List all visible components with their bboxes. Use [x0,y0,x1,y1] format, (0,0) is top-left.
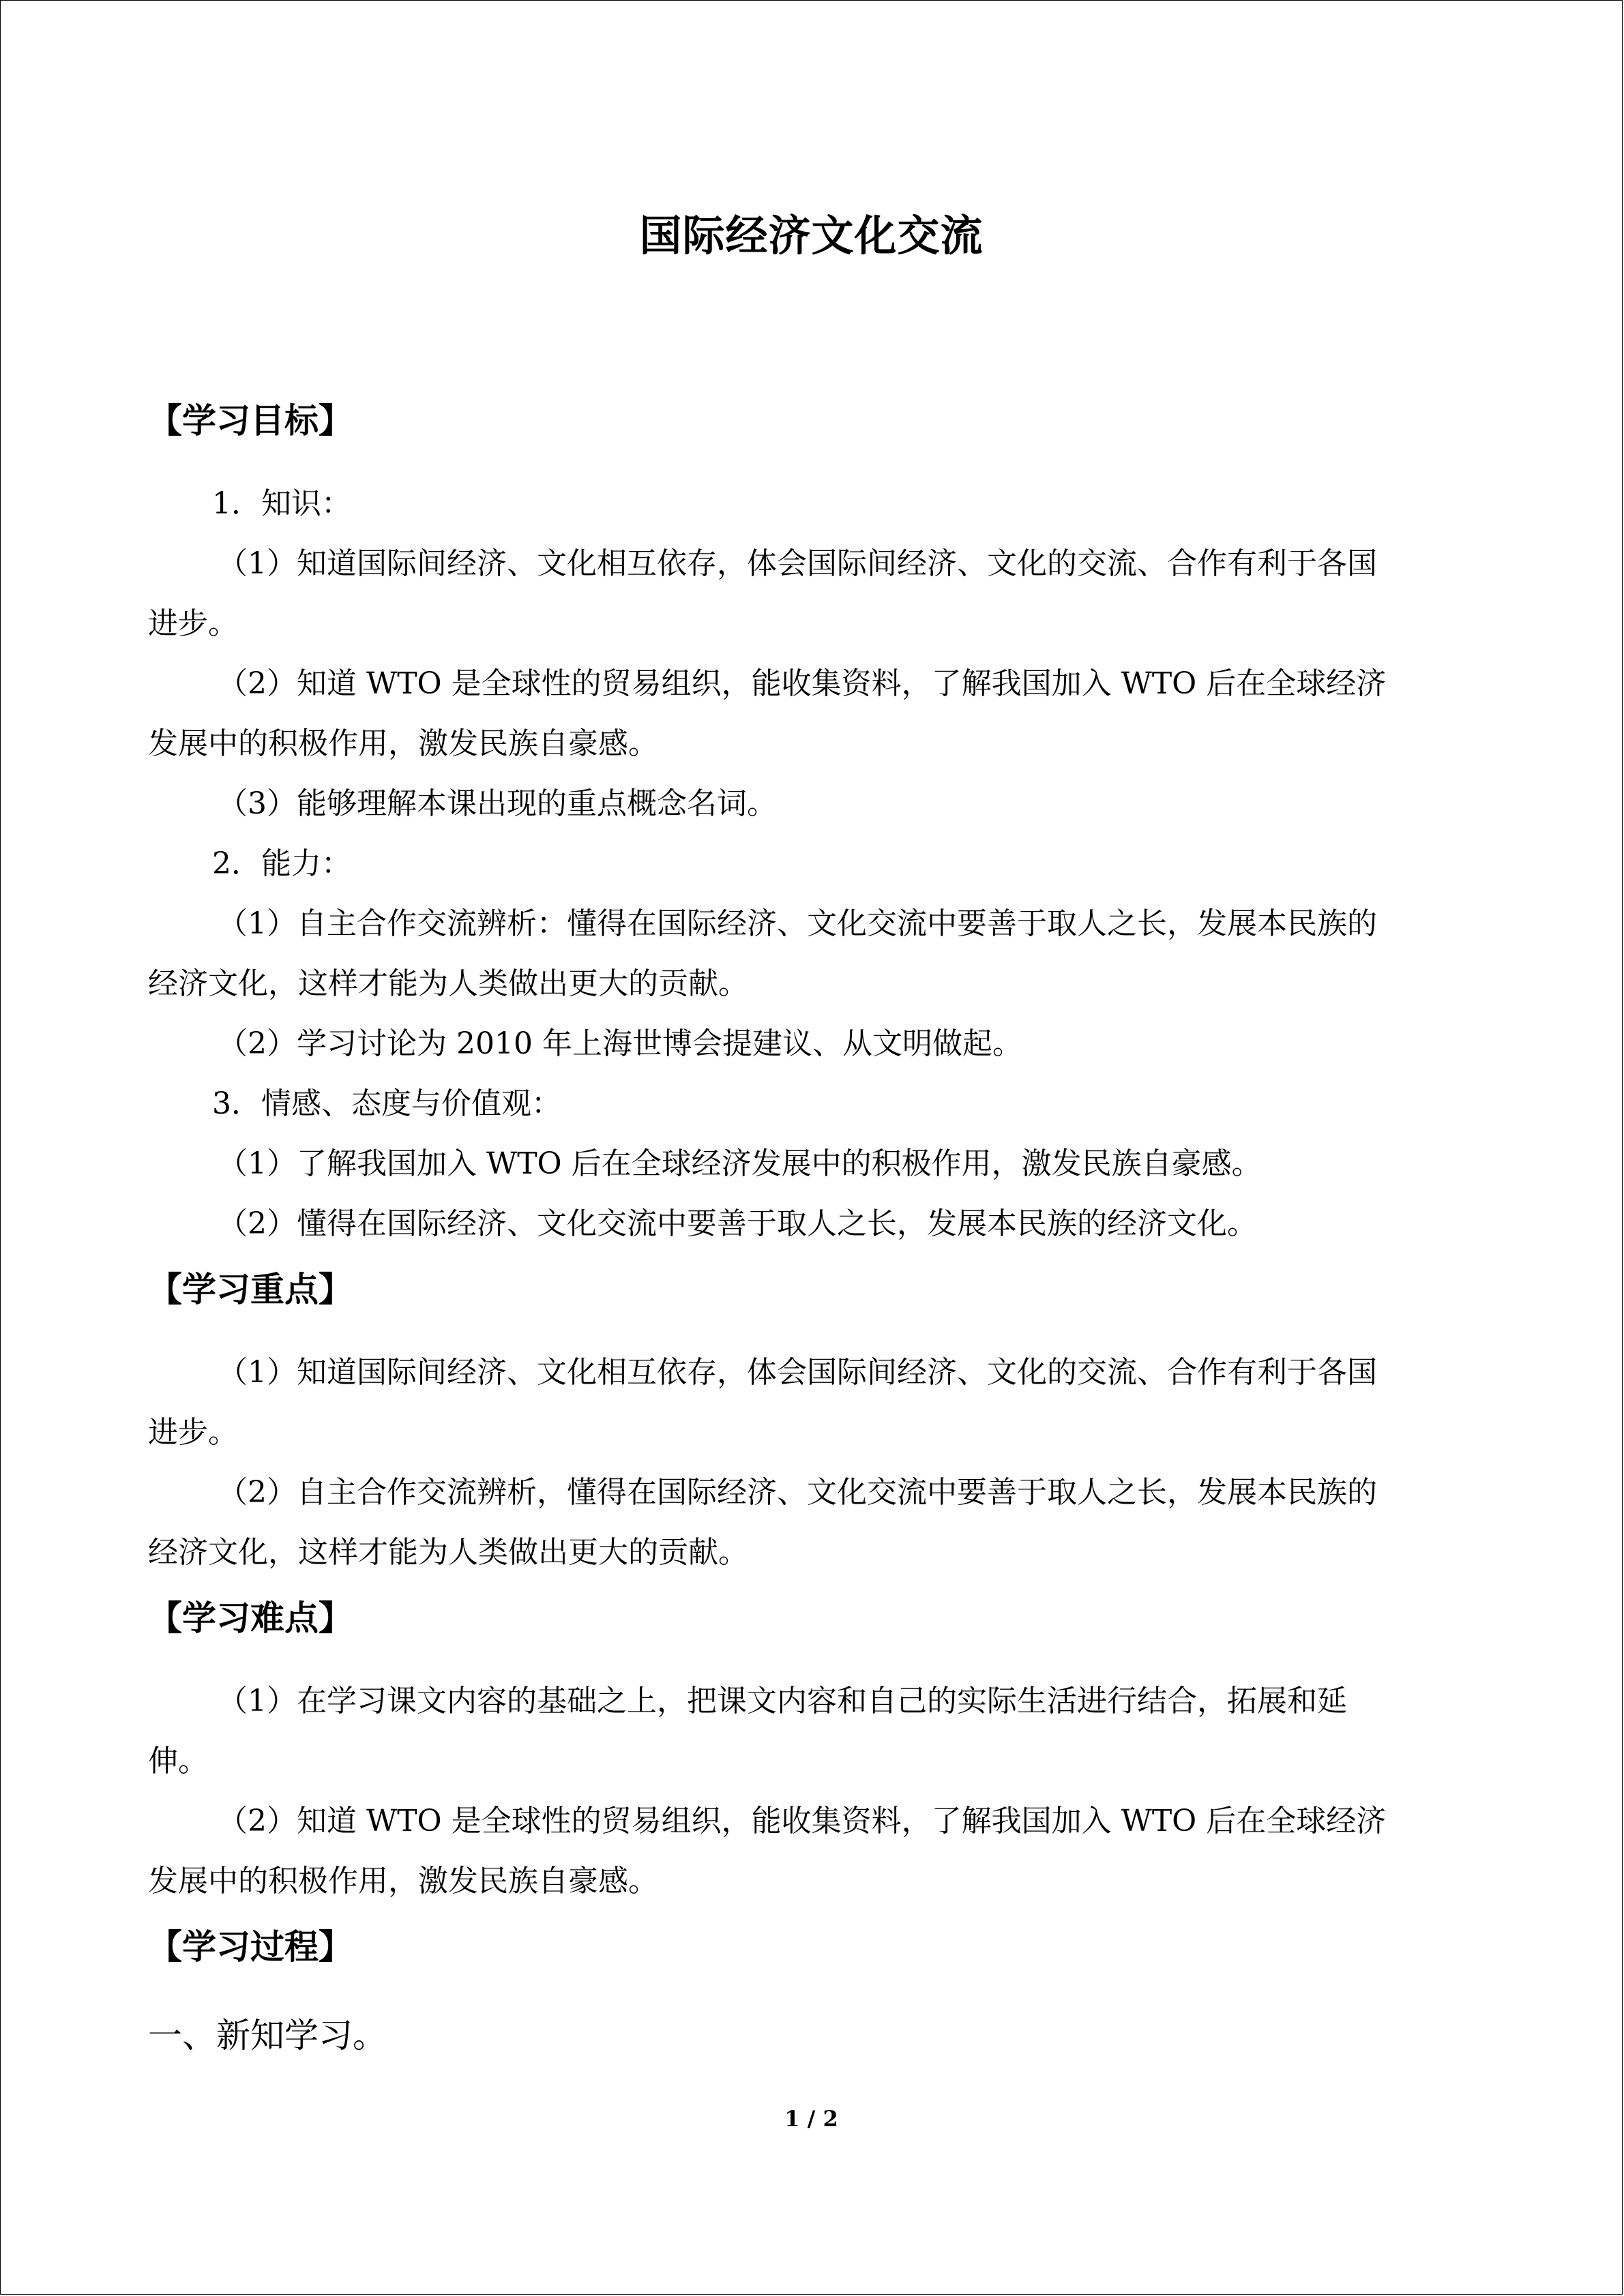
page-number: 1 / 2 [784,2106,838,2132]
paragraph-line: （1）了解我国加入 WTO 后在全球经济发展中的积极作用，激发民族自豪感。 [218,1146,1262,1181]
paragraph-line: （2）自主合作交流辨析，懂得在国际经济、文化交流中要善于取人之长，发展本民族的 [218,1475,1377,1510]
paragraph-line: （2）知道 WTO 是全球性的贸易组织，能收集资料，了解我国加入 WTO 后在全球经济 [218,666,1387,701]
section-heading-process: 【学习过程】 [148,1927,353,1967]
paragraph-line: （1）知道国际间经济、文化相互依存，体会国际间经济、文化的交流、合作有利于各国 [218,1355,1377,1390]
paragraph-line: （3）能够理解本课出现的重点概念名词。 [218,786,777,821]
section-heading-key-points: 【学习重点】 [148,1270,353,1309]
paragraph-line: 发展中的积极作用，激发民族自豪感。 [148,1864,658,1898]
ability-label: 2．能力： [212,846,351,881]
paragraph-line: （1）在学习课文内容的基础之上，把课文内容和自己的实际生活进行结合，拓展和延 [218,1684,1347,1718]
paragraph-line: （1）自主合作交流辨析：懂得在国际经济、文化交流中要善于取人之长，发展本民族的 [218,906,1377,941]
paragraph-line: （2）知道 WTO 是全球性的贸易组织，能收集资料，了解我国加入 WTO 后在全球经济 [218,1804,1387,1838]
knowledge-label: 1．知识： [212,486,351,521]
paragraph-line: 进步。 [148,606,238,641]
paragraph-line: 经济文化，这样才能为人类做出更大的贡献。 [148,966,748,1001]
paragraph-line: （2）懂得在国际经济、文化交流中要善于取人之长，发展本民族的经济文化。 [218,1206,1257,1241]
paragraph-line: （1）知道国际间经济、文化相互依存，体会国际间经济、文化的交流、合作有利于各国 [218,546,1377,581]
paragraph-line: 伸。 [148,1744,208,1778]
paragraph-line: 发展中的积极作用，激发民族自豪感。 [148,726,658,761]
paragraph-line: 经济文化，这样才能为人类做出更大的贡献。 [148,1535,748,1570]
page-title: 国际经济文化交流 [639,211,984,260]
emotion-label: 3．情感、态度与价值观： [212,1086,561,1121]
section-heading-difficulties: 【学习难点】 [148,1598,353,1638]
process-step-1: 一、新知学习。 [148,2016,387,2055]
paragraph-line: 进步。 [148,1415,238,1450]
section-heading-objectives: 【学习目标】 [148,401,353,441]
paragraph-line: （2）学习讨论为 2010 年上海世博会提建议、从文明做起。 [218,1026,1022,1061]
